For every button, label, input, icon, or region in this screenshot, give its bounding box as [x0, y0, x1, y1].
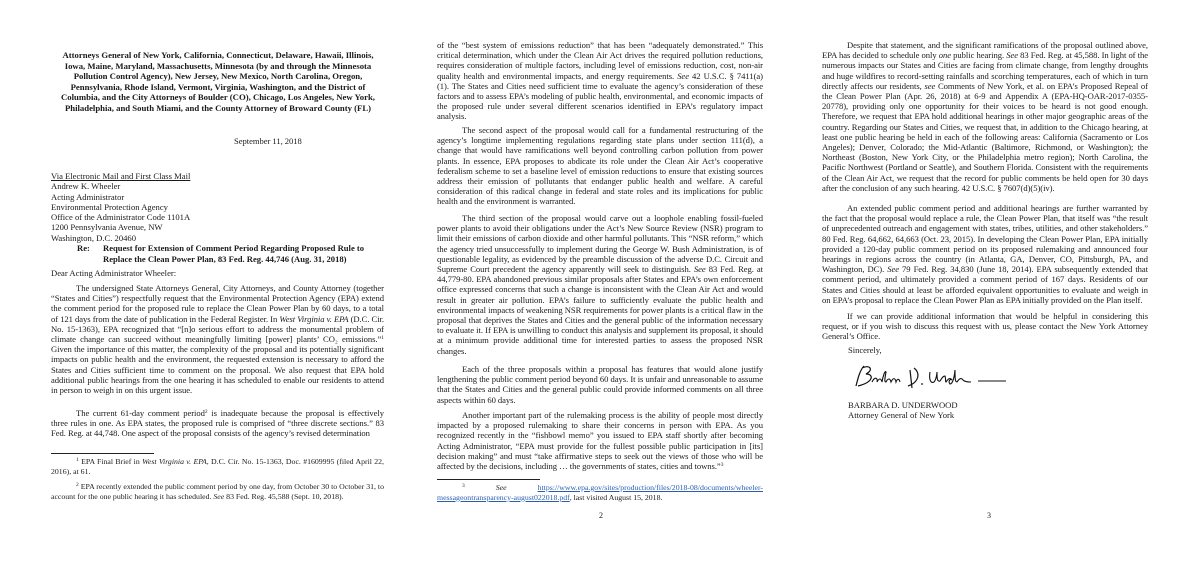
letter-page-2 — [400, 0, 800, 563]
paragraph-contact — [822, 311, 1148, 342]
footnote-ref-2[interactable]: 2 — [204, 409, 208, 415]
subject-text-line-1: Request for Extension of Comment Period Regarding Proposed Rule to — [103, 243, 365, 253]
signer-block — [848, 400, 958, 421]
text-run: , D.C. Cir. No. 15-1363, Doc. #1609995 (filed April 22, 2016), at 61. — [51, 457, 385, 476]
address-line: Environmental Protection Agency — [51, 201, 168, 212]
text-run: EPA Final Brief in — [81, 457, 143, 466]
footnote-3 — [437, 483, 763, 503]
address-line: Washington, D.C. 20460 — [51, 232, 137, 243]
paragraph-one-hearing — [822, 40, 1148, 193]
text-run: Another important part of the rulemaking process is the ability of people most directly impacted by a proposed rulemaking to share their concerns in person with EPA. As you recognized recently in the “fishbowl memo” you issued to EPA staff shortly after becoming Acting Administrator, “EPA must provide for the fullest possible public participation in [its] decision making” and must “take affirmative steps to seek out the views of those who will be affected by the decisions, including … the governments of states, cities and towns.” — [437, 410, 763, 472]
letter-date: September 11, 2018 — [234, 136, 302, 146]
handwritten-signature — [850, 360, 1010, 394]
footnote-1 — [51, 457, 384, 477]
text-run: 42 U.S.C. § 7411(a)(1). The States and Cities need sufficient time to evaluate the agency’s consideration of these factors and to assess EPA’s modeling of public health, environmental, and economic impacts of the proposed rule under several different scenarios identified in EPA’s regulatory impact analysis. — [437, 70, 763, 122]
signal-see: See — [677, 70, 689, 81]
footnote-number: 3 — [462, 483, 465, 489]
address-line: 1200 Pennsylvania Avenue, NW — [51, 222, 163, 233]
paragraph-three-proposals — [437, 364, 763, 405]
text-run: of the “best system of emissions reduction” that has been “adequately demonstrated.” This critical determination, which under the Clean Air Act drives the required pollution reductions, requires consideration of multiple factors, including level of emissions reduction, cost, non-air quality health and environmental impacts, and energy requirements. — [437, 40, 763, 81]
paragraph-third-section — [437, 213, 763, 356]
footnote-ref-1[interactable]: 1 — [381, 335, 384, 342]
closing: Sincerely, — [848, 345, 882, 355]
text-run: 83 Fed. Reg. at 44,779-80. EPA abandoned previous similar proposals after States and EPA’s own enforcement office expressed concerns that such a change is inconsistent with the Clean Air Act and would result in greater air pollution. EPA’s failure to sufficiently evaluate the public health and environmental impacts of weakening NSR requirements for power plants is a critical flaw in the proposal that deprives the States and Cities and the general public of the information necessary to evaluate it. If EPA is unwilling to conduct this analysis and supplement its proposal, it should at a minimum provide additional time for interested parties to assess the proposed NSR changes. — [437, 264, 764, 356]
case-citation: West Virginia v. EPA — [279, 313, 349, 324]
paragraph-extended-period — [822, 203, 1148, 305]
footnote-divider — [51, 453, 154, 454]
letter-header-signatories: Attorneys General of New York, California, Connecticut, Delaware, Hawaii, Illinois, Iowa, Maine, Maryland, Massachusetts, Minnesota (by and through the Minnesota Pollution Control Agency), New Jersey, New Mexico, North Carolina, Oregon, Pennsylvania, Rhode Island, Vermont, Virginia, Washington, and the District of Columbia, and the City Attorneys of Boulder (CO), Chicago, Los Angeles, New York, Philadelphia, and South Miami, and the County Attorney of Broward County (FL) — [61, 50, 375, 113]
emphasis-one: one — [938, 50, 952, 61]
text-run: 83 Fed. Reg. 45,588 (Sept. 10, 2018). — [224, 491, 344, 501]
page-number: 3 — [987, 511, 991, 520]
footnote-number: 2 — [76, 482, 79, 488]
subject-text-line-2: Replace the Clean Power Plan, 83 Fed. Reg. 44,746 (Aug. 31, 2018) — [103, 253, 347, 264]
signer-title: Attorney General of New York — [848, 410, 955, 421]
text-run: If we can provide additional information that would be helpful in considering this request, or if you wish to discuss this request with us, please contact the New York Attorney General’s Office. — [822, 311, 1148, 342]
text-run: An extended public comment period and additional hearings are further warranted by the fact that the proposal would replace a rule, the Clean Power Plan, that itself was “the result of unprecedented outreach and engagement with states, tribes, utilities, and other stakeholders.” 80 Fed. Reg. 64,662, 64,663 (Oct. 23, 2015). In developing the Clean Power Plan, EPA initially provided a 120-day public comment period on its proposed rulemaking and announced four hearings in regions across the country (in Atlanta, GA, Denver, CO, Pittsburgh, PA, and Washington, DC). — [822, 203, 1148, 275]
signal-see: See — [495, 483, 507, 492]
address-line: Andrew K. Wheeler — [51, 181, 121, 192]
text-run: public hearing. — [951, 50, 1007, 61]
footnote-2 — [51, 482, 384, 502]
signal-see: See — [1006, 50, 1018, 61]
letter-page-1 — [0, 0, 400, 563]
subject-label: Re: — [77, 243, 90, 253]
address-line: Office of the Administrator Code 1101A — [51, 212, 191, 223]
text-run: The third section of the proposal would carve out a loophole enabling fossil-fueled power plants to avoid their obligations under the Act’s New Source Review (NSR) program to limit their emissions of carbon dioxide and other harmful pollutants. This “NSR reform,” which the agency tried unsuccessfully to implement during the George W. Bush Administration, is of questionable legality, as evidenced by the preamble discussion of the adverse D.C. Circuit and Supreme Court precedent the agency apparently will seek to distinguish. — [437, 213, 763, 275]
address-line: Acting Administrator — [51, 191, 125, 202]
signal-see: See — [693, 264, 706, 275]
footnote-divider — [437, 479, 540, 480]
footnote-ref-3[interactable]: 3 — [720, 462, 724, 469]
text-run: (D.C. Cir. No. 15-1363), EPA recognized that “[n]o serious effort to address the monumental problem of climate change can succeed without meaningfully limiting [power] plants’ CO₂ emissions.” — [51, 313, 385, 345]
salutation: Dear Acting Administrator Wheeler: — [51, 268, 177, 278]
signal-see: see — [924, 80, 936, 91]
letter-page-3 — [800, 0, 1200, 563]
signer-name: BARBARA D. UNDERWOOD — [848, 400, 958, 410]
page-number: 2 — [599, 511, 603, 520]
epa-memo-link[interactable]: https://www.epa.gov/sites/production/files/2018-08/documents/wheeler-messageontransparency-august022018.pdf — [437, 483, 764, 502]
recipient-address — [51, 171, 190, 243]
paragraph-intro — [51, 283, 384, 395]
text-run: 79 Fed. Reg. 34,830 (June 18, 2014). EPA subsequently extended that comment period, and ultimately provided a comment period of 167 days. Residents of our States and Cities should at least be afforded equivalent opportunities to evaluate and weigh in on EPA’s proposal to replace the Clean Power Plan as EPA initially provided on the Plan itself. — [822, 264, 1149, 305]
text-run: The undersigned State Attorneys General, City Attorneys, and County Attorney (together “States and Cities”) respectfully request that the Environmental Protection Agency (EPA) extend the comment period for the proposed rule to replace the Clean Power Plan by 60 days, to a total of 121 days from the date of publication in the Federal Register. In — [51, 283, 384, 324]
text-run: 83 Fed. Reg. at 45,588. In light of the numerous impacts our States and Cities are facing from climate change, from lengthy droughts and huge wildfires to record-setting rainfalls and scorching temperatures, each of which in turn directly affects our residents, — [822, 50, 1149, 91]
paragraph-public-participation — [437, 410, 763, 471]
paragraph-comment-period — [51, 408, 384, 439]
text-run: Comments of New York, et al. on EPA’s Proposed Repeal of the Clean Power Plan (Apr. 26, 2018) at 6-9 and Appendix A (EPA-HQ-OAR-2017-0355-20778), providing only one opportunity for their voices to be heard is not good enough. Therefore, we request that EPA hold additional hearings in other major geographic areas of the country. Regarding our States and Cities, we request that, in addition to the Chicago hearing, at least one public hearing be held in each of the following areas: California (Sacramento or Los Angeles); Denver, Colorado; the Mid-Atlantic (Baltimore, Richmond, or Washington); the Northeast (Boston, New York City, or the Philadelphia metro region); North Carolina, the Pacific Northwest (Portland or Seattle), and Southern Florida. Consistent with the requirements of the Clean Air Act, we request that the record for public comments be held open for 30 days after the conclusion of any such hearing. 42 U.S.C. § 7607(d)(5)(iv). — [822, 80, 1148, 193]
text-run: , last visited August 15, 2018. — [569, 492, 663, 502]
delivery-method: Via Electronic Mail and First Class Mail — [51, 171, 191, 181]
paragraph-bser — [437, 40, 763, 122]
text-run: Each of the three proposals within a proposal has features that would alone justify lengthening the public comment period beyond 60 days. It is unfair and unreasonable to assume that the States and Cities and the general public could provide informed comments on all three aspects within 60 days. — [437, 364, 763, 405]
text-run: The current 61-day comment period — [76, 408, 205, 418]
signal-see: See — [213, 491, 225, 501]
text-run: Given the importance of this matter, the complexity of the proposal and its potentially significant impacts on public health and the environment, the requested extension is necessary to afford the States and Cities sufficient time to comment on the proposal. We also request that EPA hold additional public hearings from the one hearing it has scheduled to enable our residents to attend in person to weigh in on this urgent issue. — [51, 344, 384, 396]
text-run: is inadequate because the proposal is effectively three rules in one. As EPA states, the proposed rule is comprised of “three discrete sections.” 83 Fed. Reg. at 44,748. One aspect of the proposal consists of the agency’s revised determination — [51, 408, 384, 439]
text-run: EPA recently extended the public comment period by one day, from October 30 to October 31, to account for the one public hearing it has scheduled. — [51, 482, 384, 501]
footnote-number: 1 — [76, 457, 79, 463]
paragraph-second-aspect — [437, 125, 763, 207]
text-run: Despite that statement, and the significant ramifications of the proposal outlined above, EPA has decided to schedule only — [822, 40, 1148, 61]
case-citation: West Virginia v. EPA — [142, 457, 207, 466]
signal-see: See — [887, 264, 900, 275]
text-run: The second aspect of the proposal would call for a fundamental restructuring of the agency’s longtime implementing regulations regarding state plans under section 111(d), a change that would have ramifications well beyond controlling carbon pollution from power plants. In essence, EPA proposes to abdicate its role under the Clean Air Act’s cooperative federalism scheme to set a baseline level of emission reductions to ensure that existing sources address their emission of pollutants that endanger public health and welfare. A careful consideration of this radical change in federal and state roles and its implications for public health and the environment is warranted. — [437, 125, 763, 207]
